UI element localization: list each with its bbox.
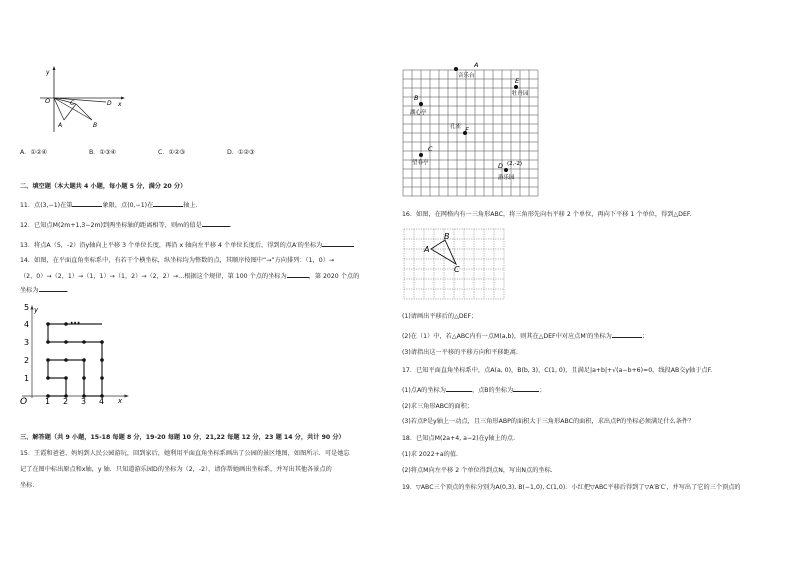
q14-blank-2[interactable] — [39, 285, 67, 292]
q14-line2-tail: ，第 2020 个点的 — [308, 273, 360, 280]
q14-xtick-1: 1 — [45, 397, 51, 406]
q14-ytick-4: 4 — [24, 320, 30, 329]
choice-a: A．①②④ — [20, 149, 48, 156]
section2-title: 二、填空题（本大题共 4 小题，每小题 5 分，满分 20 分） — [20, 183, 187, 190]
q18-part1: (1)求 2022+a的值. — [402, 451, 458, 458]
map-park: 游乐园 — [498, 175, 515, 181]
q14-line2 — [20, 271, 359, 280]
fig1-label-a: A — [58, 122, 63, 129]
q16-part1: (1)请画出平移后的△DEF； — [402, 313, 478, 320]
map-e: E — [515, 77, 520, 85]
q16-part2 — [402, 331, 648, 340]
park-map — [402, 62, 548, 198]
q14-ytick-2: 2 — [24, 356, 30, 365]
q13-text: 13．将点A（5，-2）沿y轴向上平移 3 个单位长度，再沿 x 轴向左平移 4 个单位长度后，得到的点A′的坐标为 — [20, 242, 323, 249]
q15-line2: 记了在图中标出原点和x轴，y 轴．只知道游乐园D的坐标为（2，-2），请你帮她画出坐标系，并写出其他各景点的 — [20, 466, 332, 473]
q11-blank-1[interactable] — [72, 200, 102, 207]
q16-part2-tail: ； — [641, 333, 649, 340]
fig1-axis-x: x — [118, 101, 122, 108]
top-left-figure — [36, 64, 126, 134]
tri-b: B — [444, 232, 450, 241]
fig1-axis-y: y — [46, 69, 50, 76]
q11 — [20, 200, 198, 209]
q12 — [20, 220, 232, 229]
q14-figure — [14, 302, 132, 406]
q17-part1-c: ； — [539, 387, 546, 394]
q15-line3: 坐标. — [20, 482, 35, 489]
q12-part-a: 12．已知点M(2m+1,3−2m)到两坐标轴的距离相等，则m的值是 — [20, 222, 202, 229]
q13-blank[interactable] — [322, 240, 354, 247]
q17-part1 — [402, 385, 546, 394]
q11-part-c: 轴上. — [183, 202, 198, 209]
q16-blank[interactable] — [612, 331, 642, 338]
q14-ytick-3: 3 — [24, 338, 30, 347]
q17-text: 17．已知平面直角坐标系中，点A(a, 0)，B(b, 3)，C(1, 0)，且满足|a+b|+√(a−b+6)=0，线段AB交y轴于点F. — [402, 367, 713, 374]
q11-part-a: 11．点(3,−1)在第 — [20, 202, 73, 209]
q16-figure — [403, 228, 513, 300]
q16-text: 16．如图，在网格内有一三角形ABC，将三角形先向右平移 2 个单位，再向下平移 1 个单位，得到△DEF. — [402, 211, 692, 218]
q17-part2: (2)求三角形ABC的面积； — [402, 403, 473, 410]
q11-part-b: 象限，点(0,−1)在 — [102, 202, 154, 209]
tri-c: C — [454, 265, 460, 274]
fig1-label-d: D — [107, 100, 112, 107]
q14-xtick-3: 3 — [81, 397, 87, 406]
q13 — [20, 240, 354, 249]
map-lookout: 望春亭 — [412, 160, 429, 166]
map-d-coord: (2,-2) — [507, 161, 523, 167]
choice-b: B．①③④ — [89, 149, 117, 156]
q14-xtick-2: 2 — [63, 397, 69, 406]
q11-blank-2[interactable] — [153, 200, 183, 207]
q12-blank[interactable] — [202, 220, 230, 227]
map-music: 音乐台 — [458, 73, 475, 79]
map-lake: 湖心亭 — [410, 110, 427, 116]
map-f: F — [465, 126, 469, 134]
q17-part1-b: ，点B的坐标为 — [471, 387, 514, 394]
map-c: C — [428, 145, 433, 153]
map-d: D — [498, 162, 504, 170]
q14-origin: O — [20, 397, 28, 406]
map-peacock: 孔雀 — [450, 124, 462, 130]
q14-dots: ··· — [70, 319, 81, 329]
map-a: A — [474, 62, 479, 69]
q12-part-b: . — [229, 222, 232, 229]
map-peony: 牡丹园 — [512, 91, 529, 97]
q14-axis-y: y — [34, 306, 39, 314]
q14-xtick-4: 4 — [99, 397, 105, 406]
map-b: B — [414, 94, 419, 102]
tri-a: A — [424, 245, 430, 254]
fig1-label-b: B — [93, 122, 98, 129]
q16-part3: (3)请指出这一平移的平移方向和平移距离. — [402, 349, 518, 356]
choice-c: C．①②③ — [158, 149, 186, 156]
q16-part2-text: (2)在（1）中，若△ABC内有一点M(a,b)，则其在△DEF中对应点M′的坐标为 — [402, 333, 612, 340]
q18-part2: (2)将点M向左平移 2 个单位得到点N，写出N点的坐标. — [402, 467, 553, 474]
q19-text: 19．▽ABC三个顶点的坐标分别为A(0,3), B(−1,0), C(1,0)．小红把▽ABC平移后得到了▽A′B′C′，并写出了它的三个顶点的 — [402, 484, 741, 491]
fig1-origin: O — [45, 97, 51, 105]
choice-d: D．①②③ — [227, 149, 255, 156]
fig1-label-c: C — [70, 100, 75, 107]
q18-text: 18．已知点M(2a+4, a−2)在y轴上的点. — [402, 435, 516, 442]
section3-title: 三、解答题（共 9 小题，15-18 每题 8 分，19-20 每题 10 分，21,22 每题 12 分，23 题 14 分，共计 90 分） — [20, 434, 345, 441]
q17-blank-b[interactable] — [513, 385, 539, 392]
q14-blank-1[interactable] — [287, 271, 309, 278]
q14-line2-text: （2，0）→（2，1）→（1，1）→（1，2）→（2，2）→…根据这个规律，第 100 个点的坐标为 — [20, 273, 287, 280]
q14-line3-text: 坐标为 — [20, 287, 39, 294]
q15-line1: 15．王霞和爸爸、妈妈到人民公园游玩，回到家后，她利用平面直角坐标系画出了公园的景区地图，如图所示．可是她忘 — [20, 450, 350, 457]
q14-ytick-1: 1 — [24, 374, 30, 383]
q14-line3: 坐标为 . — [20, 287, 69, 294]
q17-part1-a: (1)点A的坐标为 — [402, 387, 446, 394]
q14-line1: 14．如图，在平面直角坐标系中，有若干个横坐标，纵坐标均为整数的点，其顺序按图中“→”方向排列：（1，0）→ — [20, 257, 335, 264]
q17-blank-a[interactable] — [446, 385, 472, 392]
q17-part3: (3)若点P是y轴上一动点，且三角形ABP的面积大于三角形ABC的面积，求出点P的坐标必须满足什么条件？ — [402, 418, 695, 425]
q14-axis-x: x — [118, 397, 123, 405]
q14-ytick-5: 5 — [24, 303, 30, 312]
